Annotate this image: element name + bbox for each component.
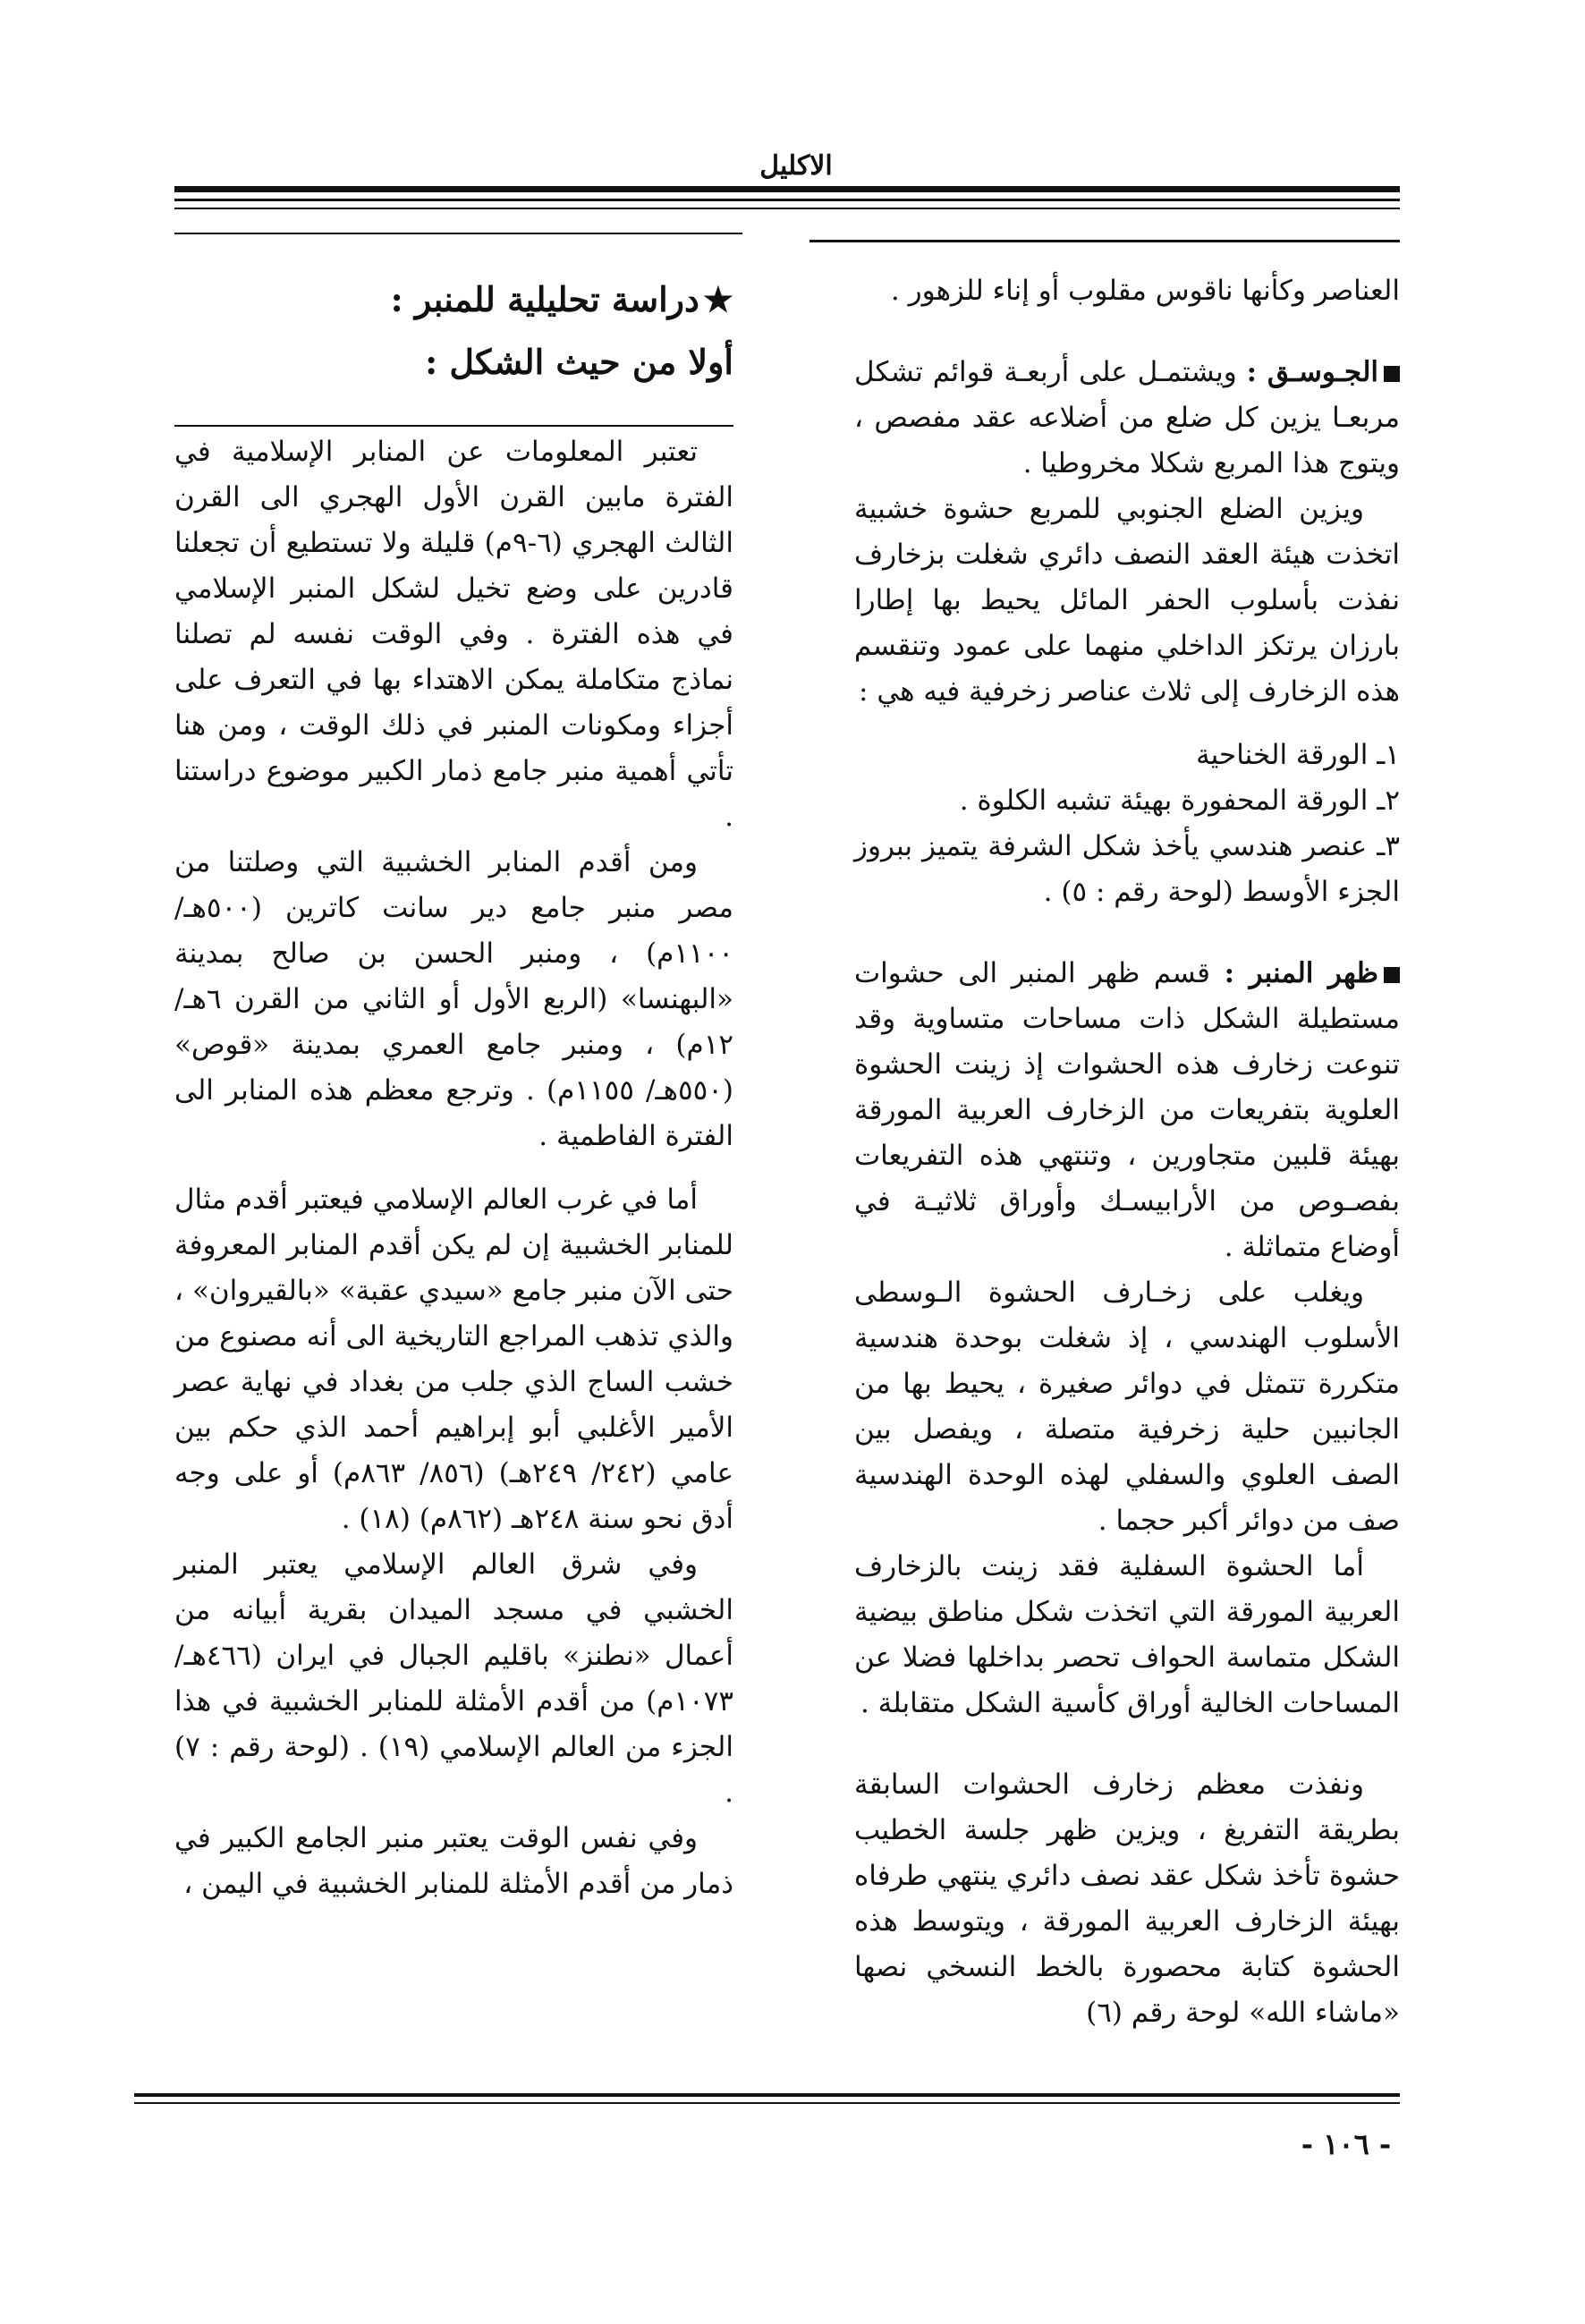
right-column-top-rule (809, 240, 1400, 242)
square-bullet-icon (1384, 967, 1400, 983)
jawsaq-heading: الجـوسـق : (1246, 356, 1378, 388)
paragraph-south-side: ويزين الضلع الجنوبي للمربع حشوة خشبية اتخذت هيئة العقد النصف دائري شغلت بزخارف نفذت بأسلوب الحفر المائل يحيط بها إطارا بارزان يرتكز الداخلي منهما على عمود وتنقسم هذه الزخارف إلى ثلاث عناصر زخرفية فيه هي : (854, 493, 1400, 708)
paragraph-middle-panel: ويغلب على زخـارف الحشوة الـوسطى الأسلوب الهندسي ، إذ شغلت بوحدة هندسية متكررة تتمثل في دوائر صغيرة ، يحيط بها من الجانبين حلية زخرفية متصلة ، ويفصل بين الصف العلوي والسفلي لهذه الوحدة الهندسية صف من دوائر أكبر حجما . (854, 1277, 1400, 1537)
header-rule-thick (174, 186, 1400, 192)
paragraph-continuation: العناصر وكأنها ناقوس مقلوب أو إناء للزهور . (890, 275, 1400, 307)
paragraph-lower-panel: أما الحشوة السفلية فقد زينت بالزخارف العربية المورقة التي اتخذت شكل مناطق بيضية الشكل متماسة الحواف تحصر بداخلها فضلا عن المساحات الخالية أوراق كأسية الشكل متقابلة . (854, 1550, 1400, 1719)
paragraph-jawsaq (854, 350, 1400, 487)
list-item: ٣ـ عنصر هندسي يأخذ شكل الشرفة يتميز ببروز الجزء الأوسط (لوحة رقم : ٥) . (854, 830, 1400, 908)
paragraph-back-of-minbar (854, 951, 1400, 1270)
footer-rule-thick (134, 2093, 1400, 2097)
jawsaq-text: ويشتمـل على أربعـة قوائم تشكل مربعـا يزين كل ضلع من أضلاعه عقد مفصص ، ويتوج هذا المربع شكلا مخروطيا . (854, 356, 1400, 479)
header-rule-thin (174, 208, 1400, 209)
list-item: ١ـ الورقة الخناحية (1196, 739, 1400, 771)
heading-underline-rule (174, 425, 733, 427)
paragraph-east: وفي شرق العالم الإسلامي يعتبر المنبر الخشبي في مسجد الميدان بقرية أبيانه من أعمال «نطنز» باقليم الجبال في ايران (٤٦٦هـ/ ١٠٧٣م) من أقدم الأمثلة للمنابر الخشبية في هذا الجزء من العالم الإسلامي (١٩) . (لوحة رقم : ٧) . (174, 1548, 733, 1809)
paragraph-west: أما في غرب العالم الإسلامي فيعتبر أقدم مثال للمنابر الخشبية إن لم يكن أقدم المنابر المعروفة حتى الآن منبر جامع «سيدي عقبة» «بالقيروان» ، والذي تذهب المراجع التاريخية الى أنه مصنوع من خشب الساج الذي جلب من بغداد في نهاية عصر الأمير الأغلبي أبو إبراهيم أحمد الذي حكم بين عامي (٢٤٢/ ٢٤٩هـ) (٨٥٦/ ٨٦٣م) أو على وجه أدق نحو سنة ٢٤٨هـ (٨٦٢م) (١٨) . (174, 1183, 733, 1535)
list-item: ٢ـ الورقة المحفورة بهيئة تشبه الكلوة . (959, 785, 1400, 817)
footer-rule-thin (134, 2102, 1400, 2104)
star-icon: ★ (702, 279, 733, 319)
back-text: قسم ظهر المنبر الى حشوات مستطيلة الشكل ذات مساحات متساوية وقد تنوعت زخارف هذه الحشوات إذ زينت الحشوة العلوية بتفريعات من الزخارف العربية المورقة بهيئة قلبين متجاورين ، وتنتهي هذه التفريعات بفصـوص من الأرابيسـك وأوراق ثلاثيـة في أوضاع متماثلة . (854, 957, 1400, 1263)
paragraph-yemen: وفي نفس الوقت يعتبر منبر الجامع الكبير في ذمار من أقدم الأمثلة للمنابر الخشبية في اليمن ، (174, 1822, 733, 1900)
section-heading (174, 268, 733, 331)
header-rule-medium (174, 199, 1400, 201)
paragraph-egypt: ومن أقدم المنابر الخشبية التي وصلتنا من مصر منبر جامع دير سانت كاترين (٥٠٠هـ/ ١١٠٠م) ، ومنبر الحسن بن صالح بمدينة «البهنسا» (الربع الأول أو الثاني من القرن ٦هـ/ ١٢م) ، ومنبر جامع العمري بمدينة «قوص» (٥٥٠هـ/ ١١٥٥م) . وترجع معظم هذه المنابر الى الفترة الفاطمية . (174, 846, 733, 1152)
running-title: الاكليل (759, 150, 833, 182)
paragraph-intro: تعتبر المعلومات عن المنابر الإسلامية في الفترة مابين القرن الأول الهجري الى القرن الثالث الهجري (٦-٩م) قليلة ولا تستطيع أن تجعلنا قادرين على وضع تخيل لشكل المنبر الإسلامي في هذه الفترة . وفي الوقت نفسه لم تصلنا نماذج متكاملة يمكن الاهتداء بها في التعرف على أجزاء ومكونات المنبر في ذلك الوقت ، ومن هنا تأتي أهمية منبر جامع ذمار الكبير موضوع دراستنا . (174, 436, 733, 833)
section-heading-text: دراسة تحليلية للمنبر : (390, 279, 699, 319)
paragraph-execution: ونفذت معظم زخارف الحشوات السابقة بطريقة التفريغ ، ويزين ظهر جلسة الخطيب حشوة تأخذ شكل عقد نصف دائري ينتهي طرفاه بهيئة الزخارف العربية المورقة ، ويتوسط هذه الحشوة كتابة محصورة بالخط النسخي نصها «ماشاء الله» لوحة رقم (٦) (854, 1768, 1400, 2029)
subsection-heading: أولا من حيث الشكل : (425, 342, 733, 382)
right-column (854, 268, 1400, 2036)
left-column-top-rule (174, 233, 742, 234)
left-column (174, 268, 733, 1907)
page-number: - ١٠٦ - (1301, 2127, 1392, 2161)
square-bullet-icon (1384, 366, 1400, 382)
back-heading: ظهر المنبر : (1224, 957, 1378, 989)
